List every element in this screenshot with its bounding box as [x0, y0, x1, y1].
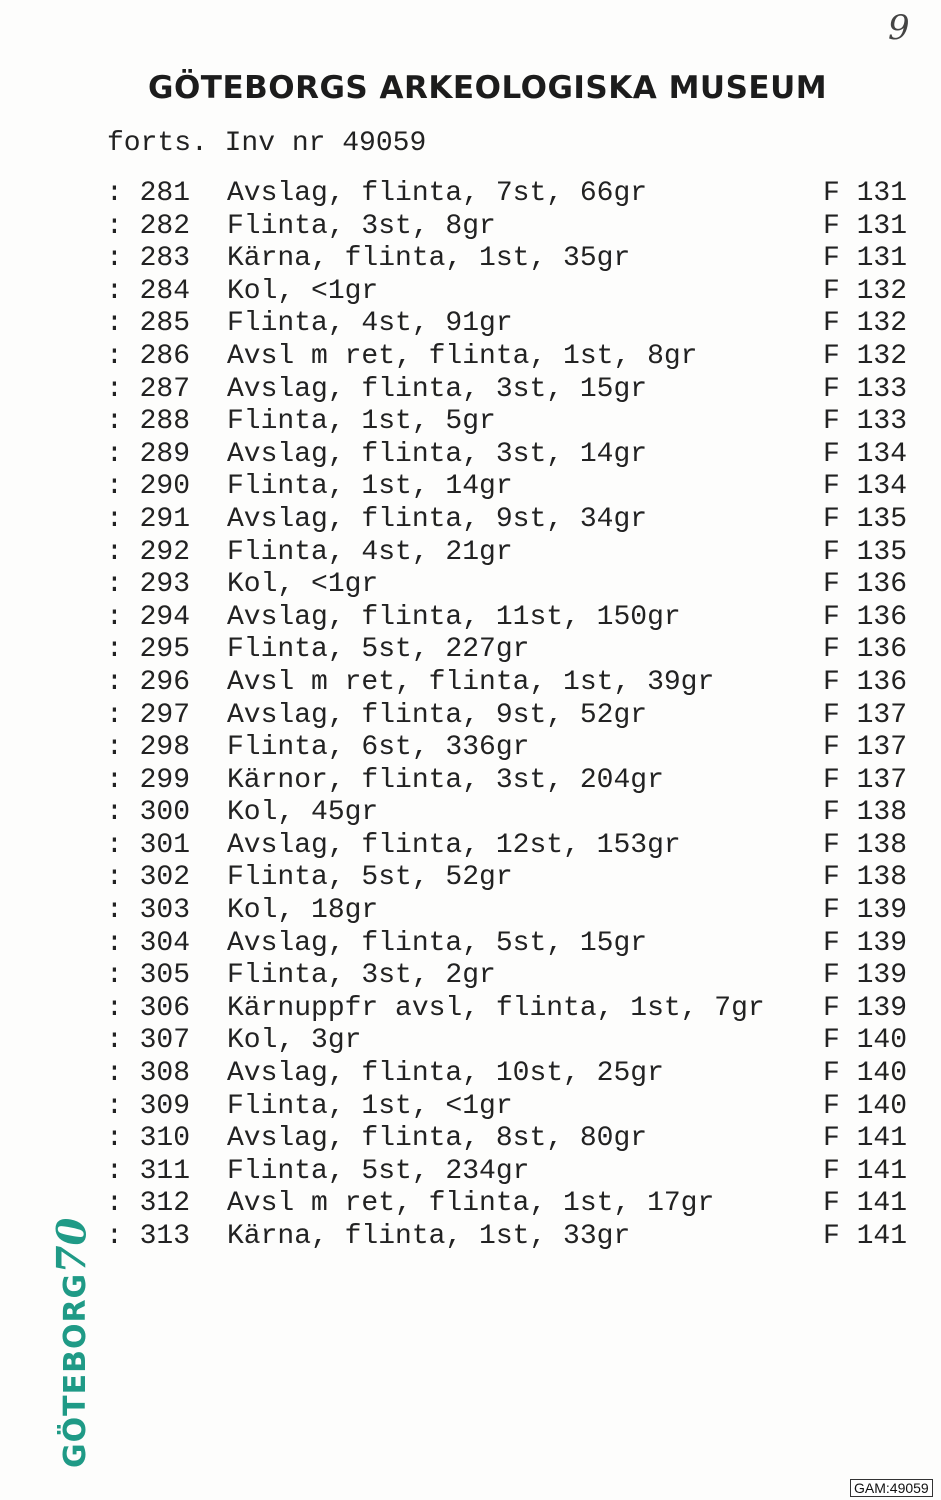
entry-find-reference: F 133 — [823, 373, 908, 405]
entry-number: : 285 — [106, 308, 191, 340]
entry-find-reference: F 136 — [823, 569, 908, 601]
entry-row — [106, 1058, 916, 1091]
entry-find-reference: F 135 — [823, 536, 908, 568]
entry-number: : 288 — [106, 406, 191, 438]
entry-row — [106, 667, 916, 700]
entry-find-reference: F 133 — [823, 406, 908, 438]
entry-find-reference: F 139 — [823, 992, 908, 1024]
entry-row — [106, 895, 916, 928]
entry-row — [106, 1188, 916, 1221]
entry-number: : 313 — [106, 1221, 191, 1252]
entry-description: Avslag, flinta, 3st, 14gr — [227, 438, 648, 470]
entry-number: : 309 — [106, 1090, 191, 1122]
entry-description: Avslag, flinta, 5st, 15gr — [227, 927, 648, 959]
entry-find-reference: F 136 — [823, 601, 908, 633]
entry-number: : 298 — [106, 732, 191, 764]
entry-description: Kol, 45gr — [227, 797, 379, 829]
page-number: 9 — [888, 8, 910, 48]
entry-number: : 291 — [106, 503, 191, 535]
entry-find-reference: F 141 — [823, 1155, 908, 1187]
entry-row — [106, 1091, 916, 1124]
entry-row — [106, 765, 916, 798]
entry-description: Kol, <1gr — [227, 569, 379, 601]
entry-find-reference: F 131 — [823, 243, 908, 275]
entry-description: Avsl m ret, flinta, 1st, 39gr — [227, 666, 715, 698]
entry-description: Flinta, 3st, 8gr — [227, 210, 496, 242]
entry-find-reference: F 139 — [823, 927, 908, 959]
entry-row — [106, 308, 916, 341]
entry-row — [106, 276, 916, 309]
entry-row — [106, 797, 916, 830]
entry-row — [106, 960, 916, 993]
entry-description: Kärnuppfr avsl, flinta, 1st, 7gr — [227, 992, 765, 1024]
entry-description: Kärna, flinta, 1st, 33gr — [227, 1221, 631, 1252]
entry-description: Flinta, 5st, 227gr — [227, 634, 530, 666]
entry-number: : 304 — [106, 927, 191, 959]
entry-row — [106, 928, 916, 961]
entry-find-reference: F 141 — [823, 1188, 908, 1220]
entry-row — [106, 178, 916, 211]
entry-number: : 310 — [106, 1123, 191, 1155]
entry-find-reference: F 141 — [823, 1221, 908, 1252]
entry-description: Avslag, flinta, 8st, 80gr — [227, 1123, 648, 1155]
entry-description: Kol, 3gr — [227, 1025, 362, 1057]
entry-description: Flinta, 5st, 52gr — [227, 862, 513, 894]
entry-find-reference: F 137 — [823, 732, 908, 764]
entry-find-reference: F 140 — [823, 1025, 908, 1057]
entry-description: Avslag, flinta, 10st, 25gr — [227, 1058, 664, 1090]
entry-find-reference: F 136 — [823, 634, 908, 666]
entry-number: : 290 — [106, 471, 191, 503]
entry-find-reference: F 134 — [823, 471, 908, 503]
inventory-subheader: forts. Inv nr 49059 — [107, 128, 427, 159]
entry-number: : 297 — [106, 699, 191, 731]
entry-number: : 281 — [106, 178, 191, 209]
entry-number: : 282 — [106, 210, 191, 242]
entry-number: : 302 — [106, 862, 191, 894]
entry-number: : 286 — [106, 340, 191, 372]
entry-number: : 299 — [106, 764, 191, 796]
entry-row — [106, 504, 916, 537]
entry-number: : 287 — [106, 373, 191, 405]
entry-find-reference: F 131 — [823, 210, 908, 242]
entry-find-reference: F 139 — [823, 895, 908, 927]
entry-row — [106, 406, 916, 439]
entry-description: Avsl m ret, flinta, 1st, 17gr — [227, 1188, 715, 1220]
entry-find-reference: F 138 — [823, 797, 908, 829]
entry-row — [106, 830, 916, 863]
entry-description: Avsl m ret, flinta, 1st, 8gr — [227, 340, 698, 372]
entry-find-reference: F 132 — [823, 340, 908, 372]
entry-row — [106, 700, 916, 733]
entry-list — [106, 178, 916, 1254]
entry-description: Avslag, flinta, 9st, 52gr — [227, 699, 648, 731]
entry-number: : 311 — [106, 1155, 191, 1187]
entry-description: Flinta, 1st, 5gr — [227, 406, 496, 438]
entry-find-reference: F 136 — [823, 666, 908, 698]
entry-number: : 305 — [106, 960, 191, 992]
entry-description: Avslag, flinta, 12st, 153gr — [227, 829, 681, 861]
entry-number: : 303 — [106, 895, 191, 927]
entry-find-reference: F 131 — [823, 178, 908, 209]
entry-description: Flinta, 1st, 14gr — [227, 471, 513, 503]
entry-number: : 289 — [106, 438, 191, 470]
entry-number: : 283 — [106, 243, 191, 275]
entry-row — [106, 569, 916, 602]
entry-find-reference: F 134 — [823, 438, 908, 470]
entry-number: : 308 — [106, 1058, 191, 1090]
entry-description: Kol, <1gr — [227, 275, 379, 307]
entry-description: Avslag, flinta, 9st, 34gr — [227, 503, 648, 535]
entry-description: Flinta, 4st, 91gr — [227, 308, 513, 340]
entry-row — [106, 243, 916, 276]
entry-number: : 312 — [106, 1188, 191, 1220]
entry-number: : 294 — [106, 601, 191, 633]
entry-find-reference: F 138 — [823, 862, 908, 894]
entry-find-reference: F 140 — [823, 1058, 908, 1090]
entry-find-reference: F 138 — [823, 829, 908, 861]
entry-number: : 296 — [106, 666, 191, 698]
entry-number: : 300 — [106, 797, 191, 829]
entry-find-reference: F 137 — [823, 764, 908, 796]
entry-find-reference: F 135 — [823, 503, 908, 535]
entry-description: Kärna, flinta, 1st, 35gr — [227, 243, 631, 275]
entry-find-reference: F 137 — [823, 699, 908, 731]
entry-description: Avslag, flinta, 7st, 66gr — [227, 178, 648, 209]
entry-find-reference: F 132 — [823, 308, 908, 340]
entry-description: Avslag, flinta, 3st, 15gr — [227, 373, 648, 405]
entry-row — [106, 537, 916, 570]
entry-description: Flinta, 3st, 2gr — [227, 960, 496, 992]
entry-number: : 293 — [106, 569, 191, 601]
entry-row — [106, 602, 916, 635]
catalog-id-label: GAM:49059 — [850, 1479, 933, 1497]
entry-number: : 292 — [106, 536, 191, 568]
entry-number: : 307 — [106, 1025, 191, 1057]
entry-row — [106, 439, 916, 472]
entry-description: Flinta, 5st, 234gr — [227, 1155, 530, 1187]
entry-description: Kol, 18gr — [227, 895, 379, 927]
goteborg-stamp-text: GÖTEBORG — [58, 1272, 93, 1468]
entry-description: Kärnor, flinta, 3st, 204gr — [227, 764, 664, 796]
entry-row — [106, 1156, 916, 1189]
entry-number: : 301 — [106, 829, 191, 861]
entry-find-reference: F 140 — [823, 1090, 908, 1122]
entry-row — [106, 862, 916, 895]
entry-find-reference: F 139 — [823, 960, 908, 992]
museum-title: GÖTEBORGS ARKEOLOGISKA MUSEUM — [148, 70, 828, 106]
entry-find-reference: F 132 — [823, 275, 908, 307]
entry-row — [106, 1025, 916, 1058]
goteborg-stamp-number: 70 — [48, 1217, 96, 1274]
entry-row — [106, 211, 916, 244]
entry-row — [106, 341, 916, 374]
entry-row — [106, 732, 916, 765]
entry-number: : 306 — [106, 992, 191, 1024]
entry-number: : 295 — [106, 634, 191, 666]
entry-row — [106, 471, 916, 504]
entry-row — [106, 1221, 916, 1254]
entry-row — [106, 1123, 916, 1156]
entry-description: Flinta, 6st, 336gr — [227, 732, 530, 764]
entry-find-reference: F 141 — [823, 1123, 908, 1155]
entry-row — [106, 634, 916, 667]
entry-number: : 284 — [106, 275, 191, 307]
entry-row — [106, 993, 916, 1026]
entry-description: Flinta, 4st, 21gr — [227, 536, 513, 568]
entry-description: Flinta, 1st, <1gr — [227, 1090, 513, 1122]
entry-description: Avslag, flinta, 11st, 150gr — [227, 601, 681, 633]
entry-row — [106, 374, 916, 407]
